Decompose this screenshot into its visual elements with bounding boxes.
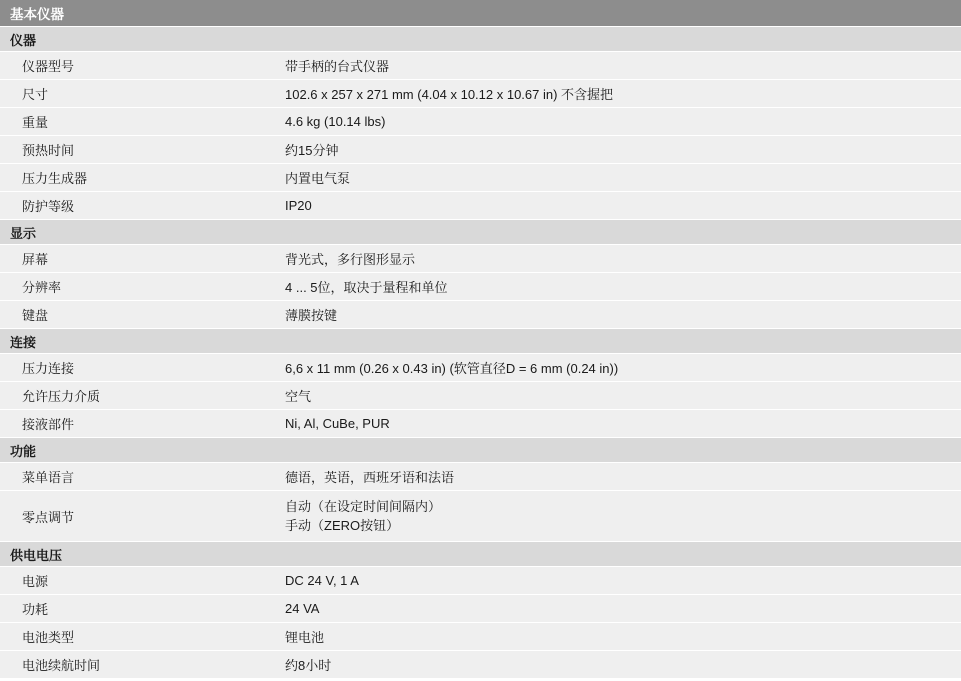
row-value: 6,6 x 11 mm (0.26 x 0.43 in) (软管直径D = 6 mm (0.24 in)) [273, 354, 961, 382]
table-row [0, 136, 961, 164]
section-heading: 连接 [0, 329, 961, 354]
table-row [0, 301, 961, 329]
row-label: 接液部件 [0, 410, 273, 438]
table-row [0, 651, 961, 679]
table-title: 基本仪器 [0, 0, 961, 27]
table-row [0, 273, 961, 301]
row-label: 压力生成器 [0, 164, 273, 192]
section-heading: 功能 [0, 438, 961, 463]
table-row [0, 164, 961, 192]
table-row [0, 595, 961, 623]
row-value: IP20 [273, 192, 961, 220]
table-row [0, 567, 961, 595]
section-heading: 仪器 [0, 27, 961, 52]
row-label: 重量 [0, 108, 273, 136]
row-value [273, 491, 961, 542]
table-row [0, 108, 961, 136]
table-row [0, 52, 961, 80]
row-label: 仪器型号 [0, 52, 273, 80]
row-label: 分辨率 [0, 273, 273, 301]
row-value: 约15分钟 [273, 136, 961, 164]
row-value: 背光式，多行图形显示 [273, 245, 961, 273]
row-label: 零点调节 [0, 491, 273, 542]
row-value: DC 24 V, 1 A [273, 567, 961, 595]
row-label: 电池类型 [0, 623, 273, 651]
row-label: 压力连接 [0, 354, 273, 382]
section-header-row [0, 220, 961, 245]
row-label: 尺寸 [0, 80, 273, 108]
row-label: 屏幕 [0, 245, 273, 273]
section-header-row [0, 438, 961, 463]
table-row [0, 245, 961, 273]
row-label: 电源 [0, 567, 273, 595]
row-value: 4 ... 5位，取决于量程和单位 [273, 273, 961, 301]
row-label: 键盘 [0, 301, 273, 329]
row-value-line: 自动（在设定时间间隔内） [285, 499, 442, 514]
table-row [0, 623, 961, 651]
row-value: 24 VA [273, 595, 961, 623]
row-label: 预热时间 [0, 136, 273, 164]
row-label: 电池续航时间 [0, 651, 273, 679]
row-value: 4.6 kg (10.14 lbs) [273, 108, 961, 136]
row-value: 薄膜按键 [273, 301, 961, 329]
row-label: 功耗 [0, 595, 273, 623]
row-value: 带手柄的台式仪器 [273, 52, 961, 80]
row-value: 锂电池 [273, 623, 961, 651]
table-row [0, 192, 961, 220]
row-value: 德语，英语，西班牙语和法语 [273, 463, 961, 491]
row-value: 空气 [273, 382, 961, 410]
table-row [0, 491, 961, 542]
row-label: 允许压力介质 [0, 382, 273, 410]
section-heading: 供电电压 [0, 542, 961, 567]
table-row [0, 382, 961, 410]
table-title-row [0, 0, 961, 27]
row-value: 102.6 x 257 x 271 mm (4.04 x 10.12 x 10.67 in) 不含握把 [273, 80, 961, 108]
table-row [0, 410, 961, 438]
section-header-row [0, 329, 961, 354]
section-header-row [0, 27, 961, 52]
section-heading: 显示 [0, 220, 961, 245]
row-value: 约8小时 [273, 651, 961, 679]
table-row [0, 463, 961, 491]
row-value-line: 手动（ZERO按钮） [285, 518, 400, 533]
row-value: Ni, Al, CuBe, PUR [273, 410, 961, 438]
row-label: 防护等级 [0, 192, 273, 220]
table-row [0, 80, 961, 108]
row-value: 内置电气泵 [273, 164, 961, 192]
table-row [0, 354, 961, 382]
row-label: 菜单语言 [0, 463, 273, 491]
section-header-row [0, 542, 961, 567]
